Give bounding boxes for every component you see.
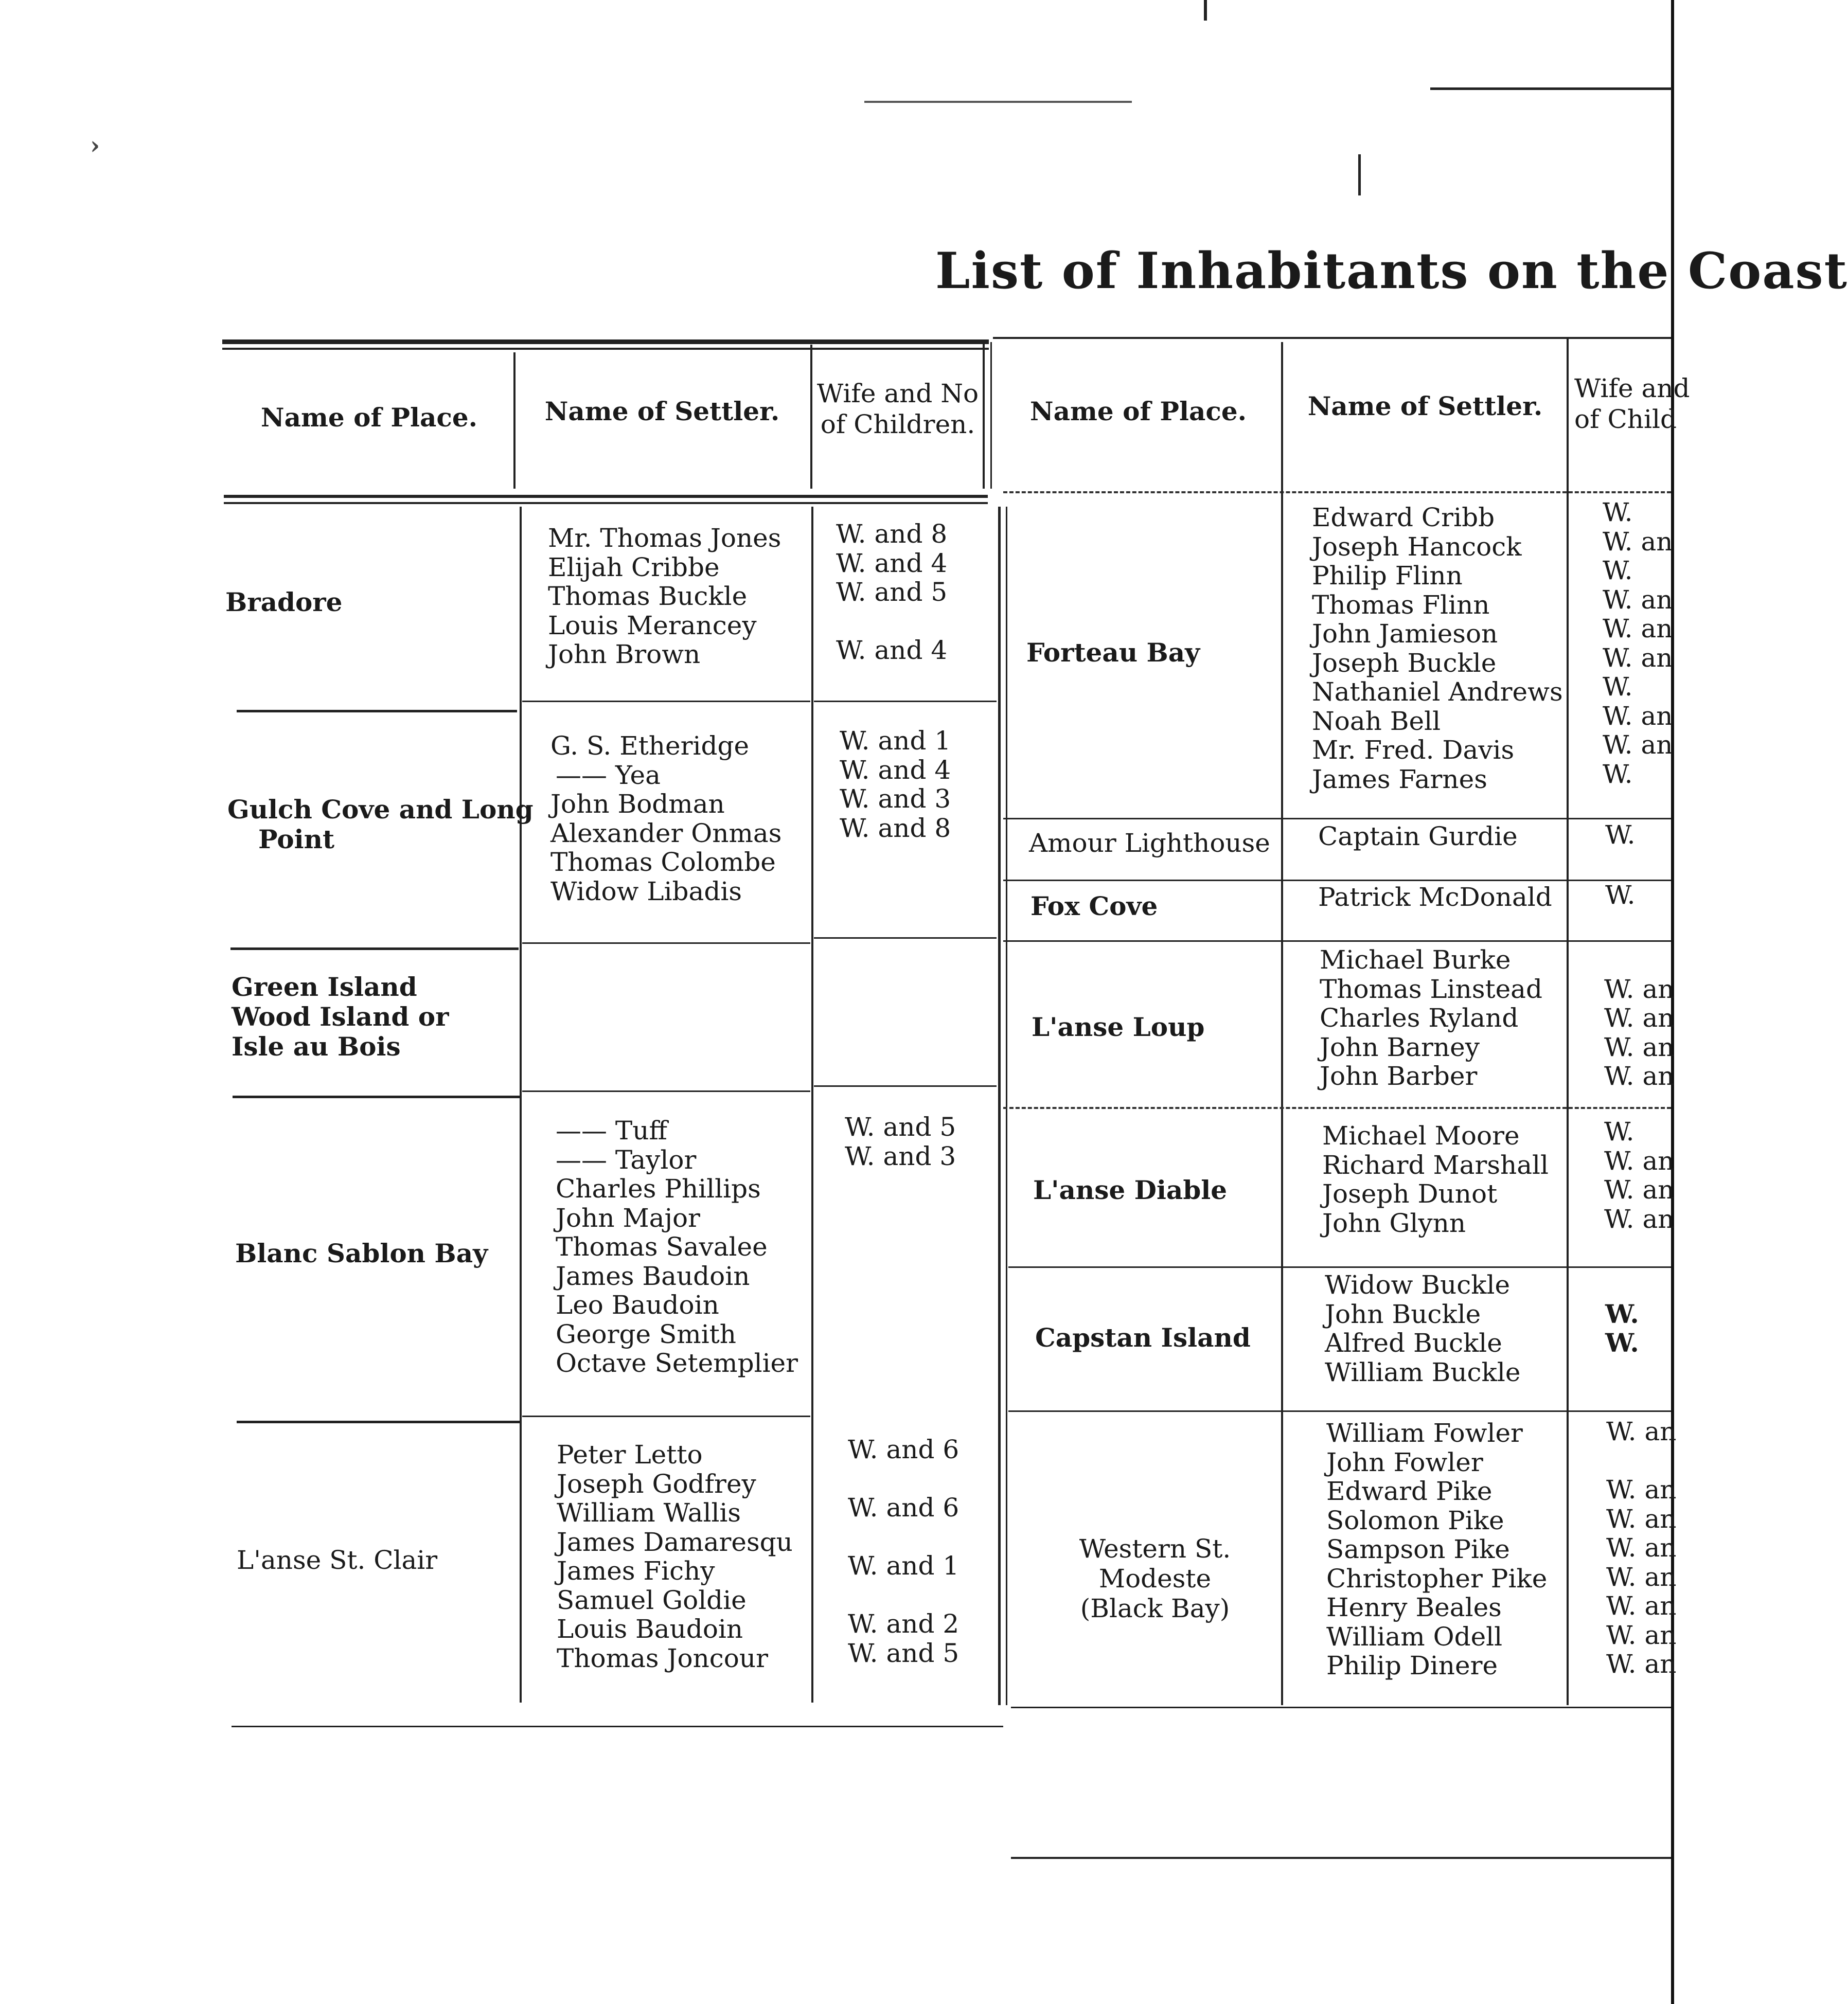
table-top-rule-left [222, 339, 989, 344]
wife-children [1604, 945, 1674, 975]
col-rule [1281, 342, 1283, 1705]
wife-list [1603, 498, 1673, 789]
wife-children: W. [1605, 1328, 1639, 1358]
settler-name: Solomon Pike [1326, 1505, 1504, 1535]
wife-children: W. [1605, 880, 1636, 910]
wife-children: W. and 6 [848, 1435, 959, 1464]
settler-list [548, 524, 781, 669]
col-rule [1006, 507, 1007, 1705]
wife-children: W. and 4 [836, 635, 948, 665]
settler-list [1318, 822, 1518, 851]
wife-children [848, 1464, 959, 1494]
col-rule [990, 342, 992, 489]
table-top-rule-right [993, 337, 1671, 339]
settler-name: Michael Moore [1322, 1121, 1520, 1151]
wife-children: W. an [1606, 1620, 1677, 1650]
page-bottom-rule [1011, 1857, 1671, 1859]
settler-name: Widow Libadis [550, 876, 742, 906]
settler-name: John Bodman [550, 789, 725, 819]
place-name: L'anse St. Clair [237, 1545, 438, 1575]
wife-children: W. an [1603, 701, 1673, 731]
settler-name: Charles Phillips [556, 1174, 761, 1204]
group-separator [233, 1096, 520, 1098]
settler-name: Michael Burke [1320, 945, 1511, 975]
settler-name: Mr. Thomas Jones [548, 523, 781, 553]
top-dashed-rule-right [1430, 87, 1672, 90]
header-settler-left: Name of Settler. [544, 396, 780, 426]
header-settler-right: Name of Settler. [1307, 391, 1543, 421]
wife-children: W. and 4 [840, 755, 951, 785]
settler-name: John Major [556, 1203, 700, 1233]
wife-children: W. [1605, 820, 1636, 850]
settler-name: Philip Dinere [1326, 1651, 1498, 1680]
group-separator [522, 1090, 810, 1092]
place-name: Western St. Modeste (Black Bay) [1079, 1534, 1231, 1623]
settler-name: John Glynn [1322, 1208, 1466, 1238]
group-separator [1003, 880, 1671, 881]
settler-name: Thomas Buckle [548, 581, 748, 611]
settler-name: Thomas Colombe [550, 847, 776, 877]
settler-name: Noah Bell [1312, 706, 1441, 736]
table-bottom-rule-right [1011, 1707, 1671, 1708]
place-name: Gulch Cove and Long Point [227, 794, 534, 854]
wife-list [1606, 1417, 1676, 1679]
wife-children [836, 607, 947, 636]
wife-children: W. an [1604, 1204, 1675, 1234]
page-title: List of Inhabitants on the Coast [935, 242, 1848, 300]
place-name: L'anse Loup [1032, 1012, 1205, 1042]
table-top-rule-left-thin [222, 348, 989, 350]
wife-list [845, 1113, 956, 1171]
settler-name: John Jamieson [1312, 619, 1498, 649]
place-name: Fox Cove [1030, 891, 1158, 921]
col-rule [811, 507, 813, 1703]
settler-name: Richard Marshall [1322, 1150, 1549, 1180]
wife-children [1605, 1271, 1639, 1300]
wife-children: W. an [1603, 614, 1673, 643]
settler-name: Alexander Onmas [550, 818, 782, 848]
wife-children: W. and 2 [848, 1609, 959, 1639]
top-dashed-rule [864, 101, 1132, 103]
settler-name: —— Taylor [556, 1144, 697, 1175]
wife-children: W. and 3 [845, 1141, 956, 1171]
wife-children: W. an [1603, 584, 1673, 615]
group-separator [237, 710, 517, 712]
place-name: Green Island Wood Island or Isle au Bois [232, 972, 449, 1062]
wife-children: W. an [1603, 730, 1673, 760]
header-place-left: Name of Place. [260, 402, 478, 433]
settler-name: William Buckle [1325, 1357, 1521, 1387]
wife-children: W. an [1606, 1533, 1677, 1563]
wife-children: W. and 3 [840, 784, 951, 814]
wife-children: W. an [1606, 1562, 1677, 1592]
settler-name: James Damaresqu [557, 1527, 793, 1557]
wife-list [1605, 881, 1636, 910]
settler-name: Joseph Godfrey [557, 1469, 756, 1499]
place-name: Forteau Bay [1026, 637, 1200, 668]
top-mark [1204, 0, 1207, 21]
wife-children: W. an [1606, 1417, 1677, 1446]
wife-children: W. an [1604, 1061, 1675, 1091]
place-name: Blanc Sablon Bay [235, 1238, 488, 1268]
group-separator [814, 937, 997, 939]
col-rule [1567, 337, 1569, 1705]
wife-children: W. [1603, 759, 1633, 789]
group-separator [1003, 1107, 1671, 1109]
group-separator [1008, 1410, 1671, 1412]
settler-name: Thomas Flinn [1312, 589, 1490, 620]
settler-name: George Smith [556, 1319, 736, 1349]
settler-name: Peter Letto [557, 1440, 703, 1470]
settler-name: John Barney [1320, 1032, 1480, 1062]
settler-name: Christopher Pike [1326, 1563, 1548, 1594]
settler-name: John Buckle [1325, 1299, 1481, 1329]
table-bottom-rule-left [232, 1726, 1003, 1727]
settler-name: Samuel Goldie [557, 1585, 747, 1615]
settler-name: Octave Setemplier [556, 1348, 798, 1378]
settler-list [550, 731, 781, 906]
wife-children: W. an [1604, 974, 1675, 1004]
settler-name: Joseph Dunot [1322, 1179, 1498, 1209]
header-bottom-rule-left-thin [224, 502, 988, 504]
wife-children [848, 1523, 959, 1552]
wife-children [848, 1581, 959, 1610]
wife-list [836, 520, 947, 665]
wife-children: W. [1603, 672, 1633, 702]
group-separator [814, 701, 997, 702]
settler-name: Charles Ryland [1320, 1003, 1519, 1033]
wife-children: W. an [1603, 642, 1673, 673]
wife-children: W. [1603, 556, 1633, 585]
settler-name: Patrick McDonald [1318, 882, 1552, 912]
wife-children: W. an [1606, 1649, 1677, 1679]
wife-children: W. and 1 [848, 1551, 959, 1581]
settler-name: Edward Cribb [1312, 503, 1495, 532]
settler-list [556, 1116, 798, 1378]
wife-children: W. and 6 [848, 1493, 959, 1523]
place-name: Amour Lighthouse [1029, 828, 1270, 858]
settler-name: Louis Baudoin [557, 1614, 743, 1644]
settler-name: Joseph Hancock [1312, 531, 1522, 562]
wife-children: W. [1603, 497, 1633, 527]
settler-name: Sampson Pike [1326, 1534, 1510, 1564]
wife-children: W. and 8 [836, 519, 948, 549]
header-wife-right: Wife and of Child [1574, 373, 1690, 434]
settler-name: —— Yea [556, 760, 661, 790]
group-separator [814, 1085, 997, 1087]
group-separator [522, 942, 810, 944]
wife-list [1604, 945, 1674, 1091]
settler-list [1322, 1121, 1549, 1238]
settler-name: John Barber [1320, 1061, 1478, 1091]
wife-children: W. [1605, 1298, 1639, 1329]
settler-list [557, 1440, 793, 1673]
settler-name: Captain Gurdie [1318, 821, 1518, 851]
col-rule [998, 507, 1001, 1705]
settler-name: James Farnes [1312, 764, 1487, 794]
group-separator [1008, 1266, 1671, 1268]
settler-list [1320, 945, 1542, 1091]
margin-mark: › [90, 131, 100, 160]
wife-list [1605, 1271, 1639, 1387]
settler-name: Nathaniel Andrews [1312, 677, 1563, 707]
wife-children: W. an [1606, 1504, 1677, 1534]
wife-children: W. an [1604, 1003, 1675, 1033]
settler-name: John Brown [548, 639, 701, 669]
wife-children: W. and 5 [836, 577, 948, 607]
group-separator [522, 701, 810, 702]
settler-list [1318, 883, 1552, 912]
wife-children: W. an [1604, 1146, 1675, 1176]
settler-name: Leo Baudoin [556, 1290, 719, 1320]
settler-name: Alfred Buckle [1325, 1328, 1502, 1358]
wife-children [1606, 1446, 1676, 1476]
settler-name: Philip Flinn [1312, 561, 1463, 591]
header-wife-left: Wife and No of Children. [816, 379, 979, 439]
wife-list [848, 1435, 959, 1668]
group-separator [1003, 818, 1671, 819]
col-rule [810, 345, 812, 489]
group-separator [522, 1416, 810, 1417]
wife-children: W. and 5 [845, 1112, 956, 1142]
settler-name: G. S. Etheridge [550, 731, 750, 761]
wife-children: W. and 5 [848, 1638, 959, 1668]
settler-name: —— Tuff [556, 1116, 667, 1146]
settler-list [1325, 1271, 1520, 1387]
wife-children: W. [1604, 1117, 1634, 1147]
place-name: Capstan Island [1035, 1322, 1251, 1353]
settler-name: Joseph Buckle [1312, 648, 1497, 678]
settler-name: Louis Merancey [548, 610, 757, 640]
wife-children: W. and 4 [836, 548, 948, 578]
header-bottom-rule-left [224, 495, 988, 498]
wife-children: W. an [1603, 526, 1673, 557]
place-name: L'anse Diable [1033, 1175, 1228, 1205]
settler-name: Elijah Cribbe [548, 552, 720, 582]
settler-name: Edward Pike [1326, 1476, 1492, 1506]
settler-name: John Fowler [1326, 1447, 1483, 1477]
settler-name: Widow Buckle [1325, 1270, 1511, 1300]
wife-children: W. an [1606, 1591, 1677, 1621]
top-mark [1358, 154, 1361, 195]
header-place-right: Name of Place. [1029, 396, 1247, 426]
wife-children [1605, 1358, 1639, 1387]
wife-list [1604, 1117, 1674, 1233]
settler-name: Thomas Savalee [556, 1232, 768, 1262]
settler-list [1312, 503, 1563, 794]
settler-name: James Fichy [557, 1556, 715, 1586]
col-rule [520, 507, 522, 1703]
wife-children: W. an [1604, 1175, 1675, 1205]
settler-name: Henry Beales [1326, 1593, 1502, 1622]
settler-name: Thomas Linstead [1320, 974, 1542, 1004]
settler-name: William Wallis [557, 1498, 741, 1528]
settler-name: Thomas Joncour [557, 1643, 768, 1673]
wife-children: W. and 1 [840, 726, 951, 756]
wife-children: W. an [1604, 1032, 1675, 1062]
settler-name: William Fowler [1326, 1418, 1523, 1448]
group-separator [237, 1421, 520, 1423]
wife-children: W. an [1606, 1475, 1677, 1505]
wife-list [840, 726, 951, 843]
place-name: Bradore [225, 587, 343, 617]
col-rule [983, 342, 985, 489]
header-bottom-rule-right [1003, 491, 1671, 493]
settler-name: William Odell [1326, 1621, 1503, 1652]
settler-name: Mr. Fred. Davis [1312, 735, 1515, 765]
group-separator [230, 947, 519, 950]
wife-children: W. and 8 [840, 813, 951, 843]
settler-list [1326, 1419, 1547, 1680]
settler-name: James Baudoin [556, 1261, 750, 1291]
wife-list [1605, 820, 1636, 850]
group-separator [1003, 940, 1671, 942]
